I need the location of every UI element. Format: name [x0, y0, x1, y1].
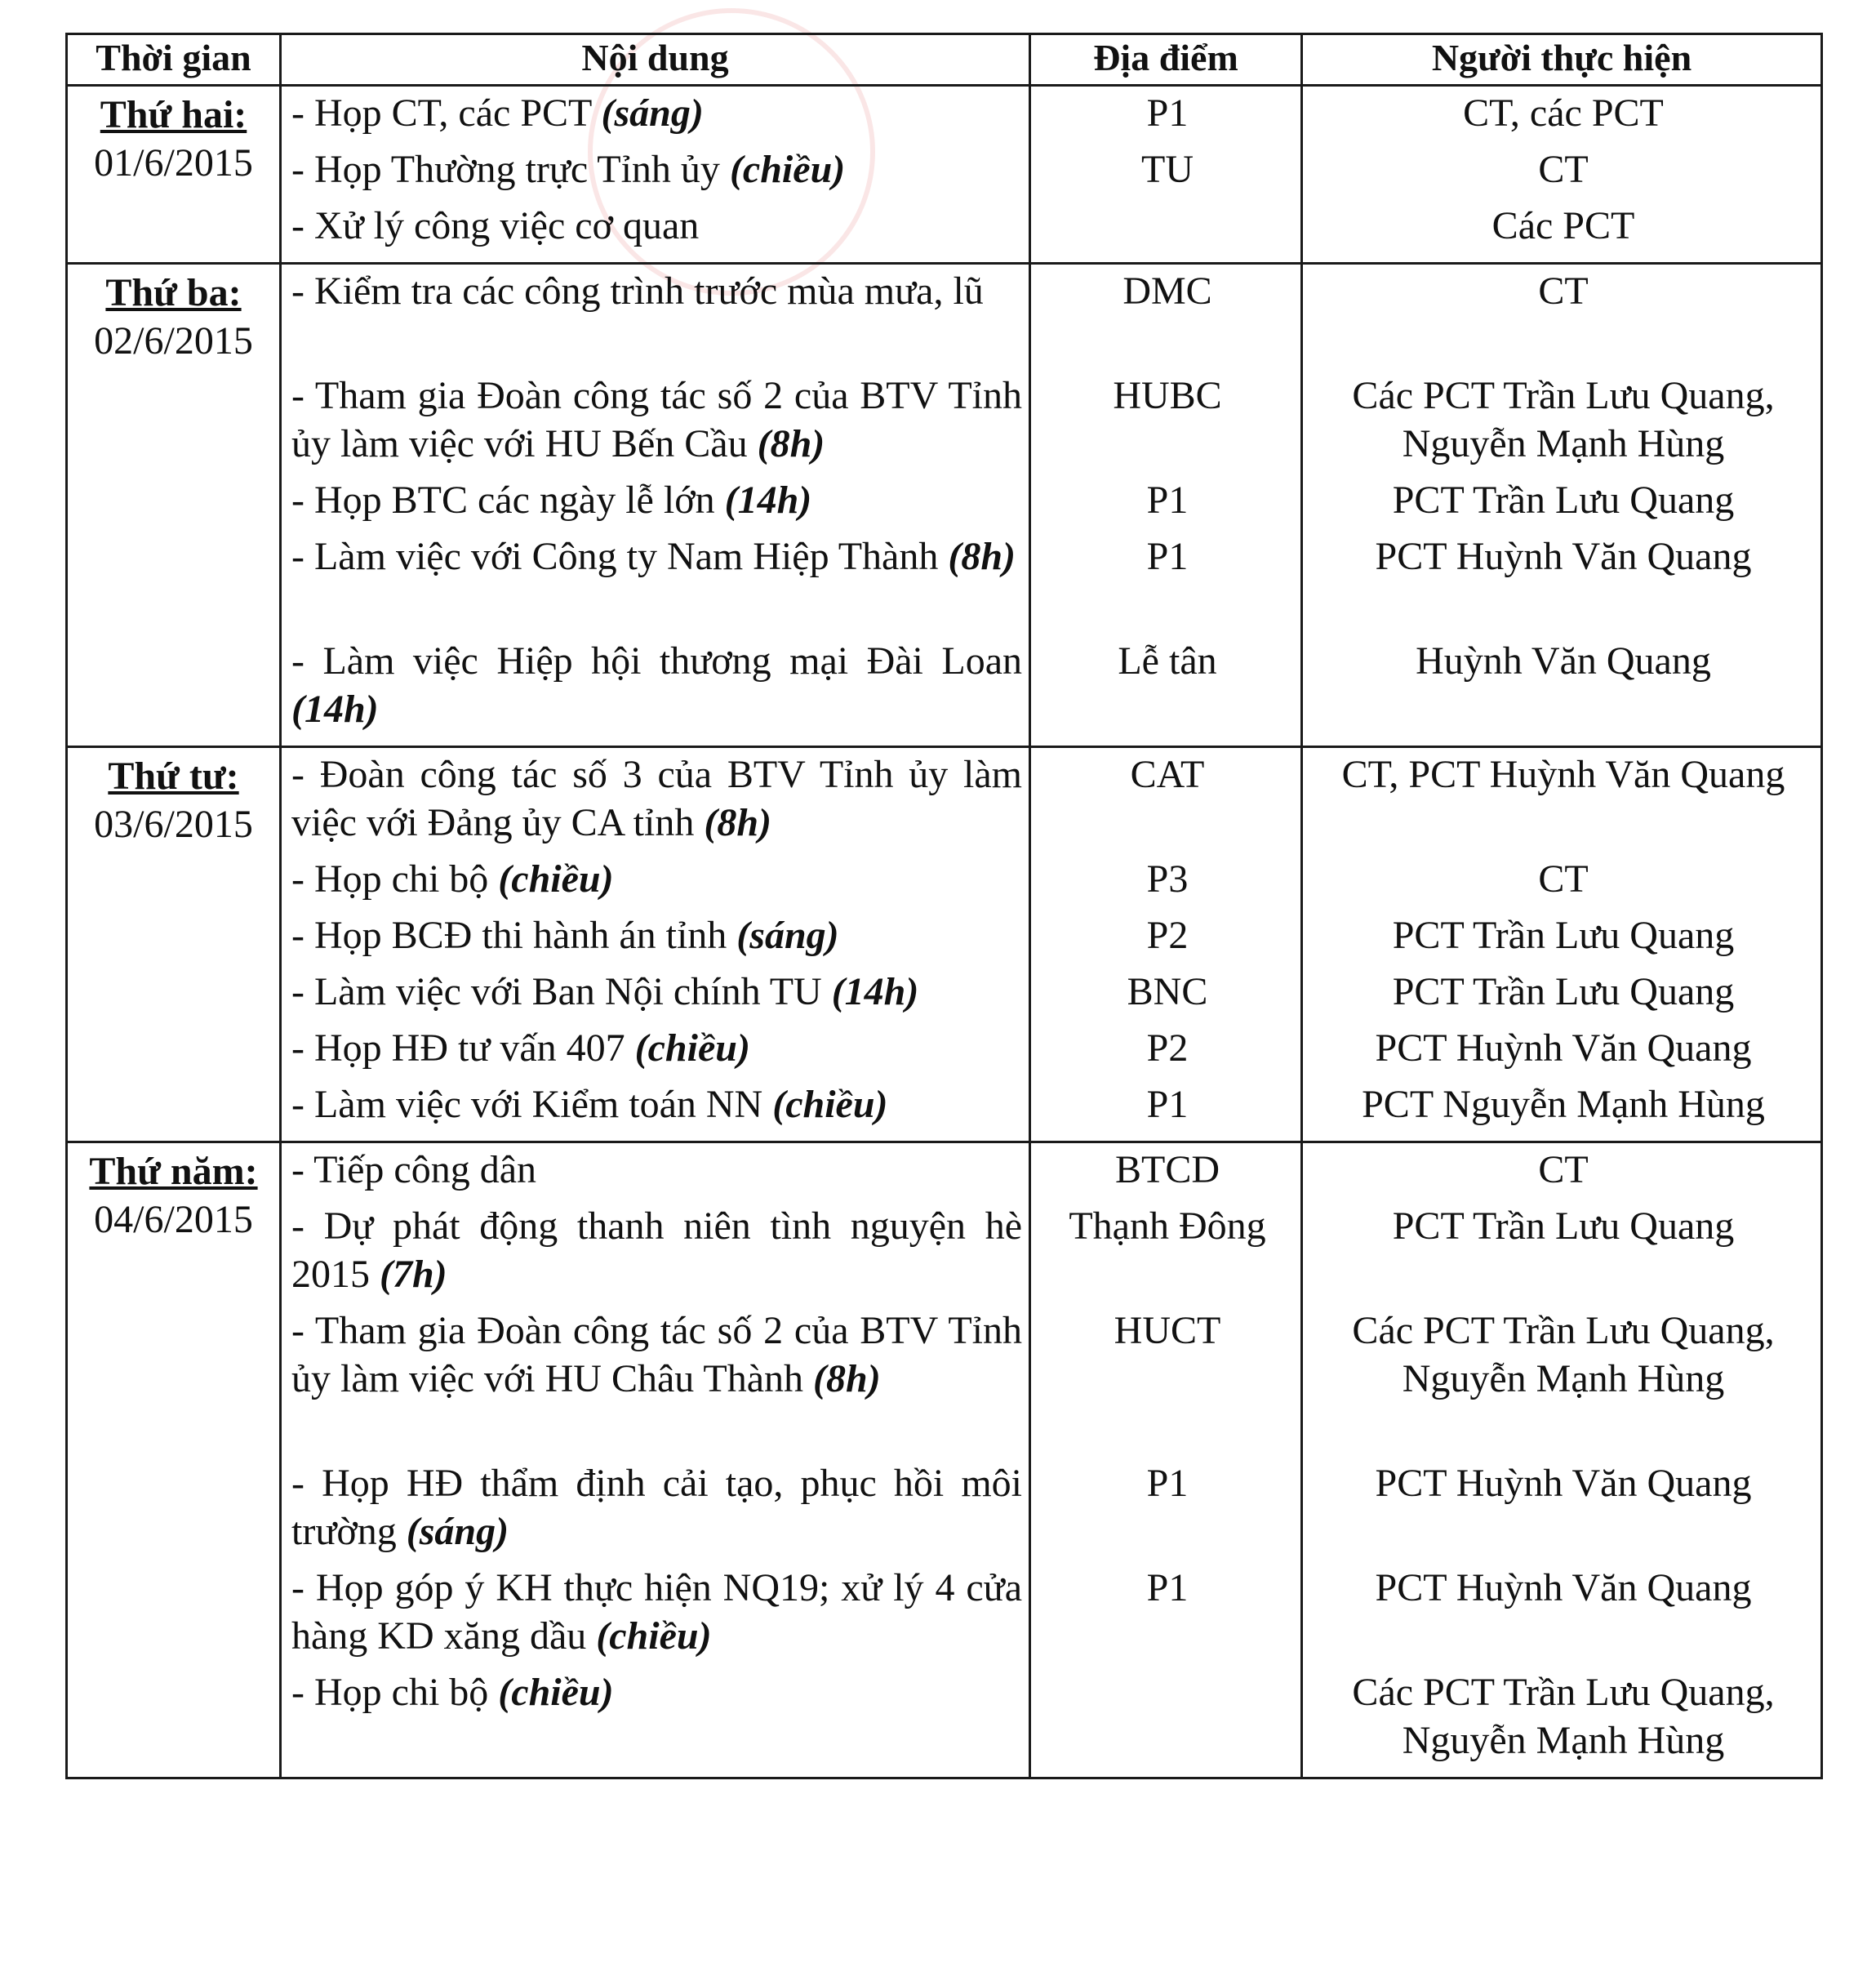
place-item: Thạnh Đông — [1069, 1204, 1266, 1248]
day-label: Thứ ba: — [105, 271, 242, 314]
time-note: (chiều) — [498, 857, 614, 901]
day-row-thursday — [67, 1142, 1822, 1778]
day-row-monday — [67, 86, 1822, 264]
content-cell — [281, 86, 1030, 264]
header-time: Thời gian — [67, 34, 281, 86]
place-item: P1 — [1146, 535, 1189, 578]
content-item: - Họp BTC các ngày lễ lớn (14h) — [291, 479, 812, 522]
time-note: (8h) — [813, 1356, 881, 1400]
content-item: - Kiểm tra các công trình trước mùa mưa, lũ — [291, 269, 984, 313]
content-item: - Họp góp ý KH thực hiện NQ19; xử lý 4 cửa hàng KD xăng dầu (chiều) — [291, 1566, 1022, 1658]
place-item: HUCT — [1114, 1309, 1221, 1352]
place-item: P1 — [1146, 1566, 1189, 1609]
place-cell — [1030, 86, 1302, 264]
person-item: CT — [1538, 857, 1589, 901]
place-item: DMC — [1122, 269, 1212, 313]
header-content: Nội dung — [281, 34, 1030, 86]
date-label: 01/6/2015 — [94, 140, 253, 185]
time-note: (chiều) — [634, 1026, 750, 1070]
time-note: (sáng) — [736, 914, 839, 957]
time-note: (8h) — [704, 800, 772, 844]
place-item — [1041, 1669, 1294, 1765]
time-note: (14h) — [724, 479, 812, 522]
person-item: PCT Nguyễn Mạnh Hùng — [1362, 1083, 1765, 1126]
person-item: Các PCT Trần Lưu Quang, Nguyễn Mạnh Hùng — [1352, 374, 1775, 465]
content-item: - Xử lý công việc cơ quan — [291, 204, 700, 247]
content-item: - Làm việc với Ban Nội chính TU (14h) — [291, 970, 919, 1013]
place-item: P1 — [1146, 479, 1189, 522]
place-cell — [1030, 1142, 1302, 1778]
place-item: TU — [1141, 148, 1194, 191]
place-item: P1 — [1146, 1083, 1189, 1126]
time-cell — [67, 86, 281, 264]
day-label: Thứ tư: — [108, 755, 239, 798]
day-label: Thứ hai: — [100, 93, 247, 136]
person-item: CT, PCT Huỳnh Văn Quang — [1341, 753, 1785, 796]
header-place: Địa điểm — [1030, 34, 1302, 86]
person-cell — [1302, 747, 1822, 1142]
date-label: 04/6/2015 — [94, 1197, 253, 1241]
place-item: P1 — [1146, 1462, 1189, 1505]
content-item: - Tham gia Đoàn công tác số 2 của BTV Tỉnh ủy làm việc với HU Bến Cầu (8h) — [291, 374, 1022, 465]
place-item: P2 — [1146, 914, 1189, 957]
person-item: CT — [1538, 1148, 1589, 1191]
content-item: - Làm việc với Công ty Nam Hiệp Thành (8h) — [291, 535, 1016, 578]
time-note: (8h) — [948, 535, 1016, 578]
content-item: - Đoàn công tác số 3 của BTV Tỉnh ủy làm việc với Đảng ủy CA tỉnh (8h) — [291, 753, 1022, 844]
content-item: - Họp chi bộ (chiều) — [291, 1671, 614, 1714]
content-item: - Họp HĐ tư vấn 407 (chiều) — [291, 1026, 750, 1070]
person-item: PCT Trần Lưu Quang — [1392, 914, 1735, 957]
content-cell — [281, 747, 1030, 1142]
content-item: - Họp Thường trực Tỉnh ủy (chiều) — [291, 148, 846, 191]
time-note: (14h) — [831, 970, 919, 1013]
person-item: PCT Huỳnh Văn Quang — [1375, 535, 1752, 578]
header-row — [67, 34, 1822, 86]
person-cell — [1302, 1142, 1822, 1778]
person-item: Các PCT Trần Lưu Quang, Nguyễn Mạnh Hùng — [1352, 1671, 1775, 1762]
person-item: PCT Huỳnh Văn Quang — [1375, 1462, 1752, 1505]
time-note: (chiều) — [772, 1083, 888, 1126]
content-cell — [281, 1142, 1030, 1778]
day-row-wednesday — [67, 747, 1822, 1142]
content-item: - Dự phát động thanh niên tình nguyện hè 2015 (7h) — [291, 1204, 1022, 1296]
content-item: - Làm việc với Kiểm toán NN (chiều) — [291, 1083, 888, 1126]
time-note: (14h) — [291, 687, 379, 731]
day-row-tuesday — [67, 264, 1822, 747]
person-item: CT — [1538, 269, 1589, 313]
date-label: 02/6/2015 — [94, 318, 253, 363]
time-note: (sáng) — [406, 1509, 509, 1553]
place-item: HUBC — [1113, 374, 1222, 417]
place-item — [1041, 203, 1294, 251]
content-cell — [281, 264, 1030, 747]
content-item: - Họp CT, các PCT (sáng) — [291, 91, 704, 135]
content-item: - Tiếp công dân — [291, 1148, 536, 1191]
time-cell — [67, 747, 281, 1142]
place-cell — [1030, 264, 1302, 747]
content-item: - Họp chi bộ (chiều) — [291, 857, 614, 901]
person-item: Các PCT Trần Lưu Quang, Nguyễn Mạnh Hùng — [1352, 1309, 1775, 1400]
place-item: BNC — [1127, 970, 1208, 1013]
person-item: PCT Trần Lưu Quang — [1392, 970, 1735, 1013]
person-item: Các PCT — [1491, 204, 1635, 247]
time-note: (sáng) — [601, 91, 704, 135]
place-item: P3 — [1146, 857, 1189, 901]
place-item: Lễ tân — [1118, 639, 1217, 683]
person-item: PCT Huỳnh Văn Quang — [1375, 1026, 1752, 1070]
time-note: (8h) — [757, 421, 825, 465]
content-item: - Họp BCĐ thi hành án tỉnh (sáng) — [291, 914, 839, 957]
person-cell — [1302, 86, 1822, 264]
content-item: - Tham gia Đoàn công tác số 2 của BTV Tỉnh ủy làm việc với HU Châu Thành (8h) — [291, 1309, 1022, 1400]
person-item: Huỳnh Văn Quang — [1416, 639, 1711, 683]
day-label: Thứ năm: — [89, 1150, 258, 1193]
place-item: P2 — [1146, 1026, 1189, 1070]
person-cell — [1302, 264, 1822, 747]
time-cell — [67, 1142, 281, 1778]
schedule-table — [65, 33, 1823, 1779]
place-item: BTCD — [1114, 1148, 1220, 1191]
person-item: PCT Trần Lưu Quang — [1392, 479, 1735, 522]
time-note: (chiều) — [596, 1614, 712, 1658]
person-item: PCT Huỳnh Văn Quang — [1375, 1566, 1752, 1609]
content-item: - Làm việc Hiệp hội thương mại Đài Loan (14h) — [291, 639, 1022, 731]
header-person: Người thực hiện — [1302, 34, 1822, 86]
content-item: - Họp HĐ thẩm định cải tạo, phục hồi môi trường (sáng) — [291, 1462, 1022, 1553]
time-note: (chiều) — [498, 1671, 614, 1714]
time-note: (chiều) — [729, 148, 846, 191]
time-cell — [67, 264, 281, 747]
place-item: P1 — [1146, 91, 1189, 135]
place-item: CAT — [1130, 753, 1205, 796]
place-cell — [1030, 747, 1302, 1142]
person-item: PCT Trần Lưu Quang — [1392, 1204, 1735, 1248]
person-item: CT — [1538, 148, 1589, 191]
time-note: (7h) — [380, 1252, 447, 1296]
person-item: CT, các PCT — [1463, 91, 1664, 135]
date-label: 03/6/2015 — [94, 802, 253, 846]
